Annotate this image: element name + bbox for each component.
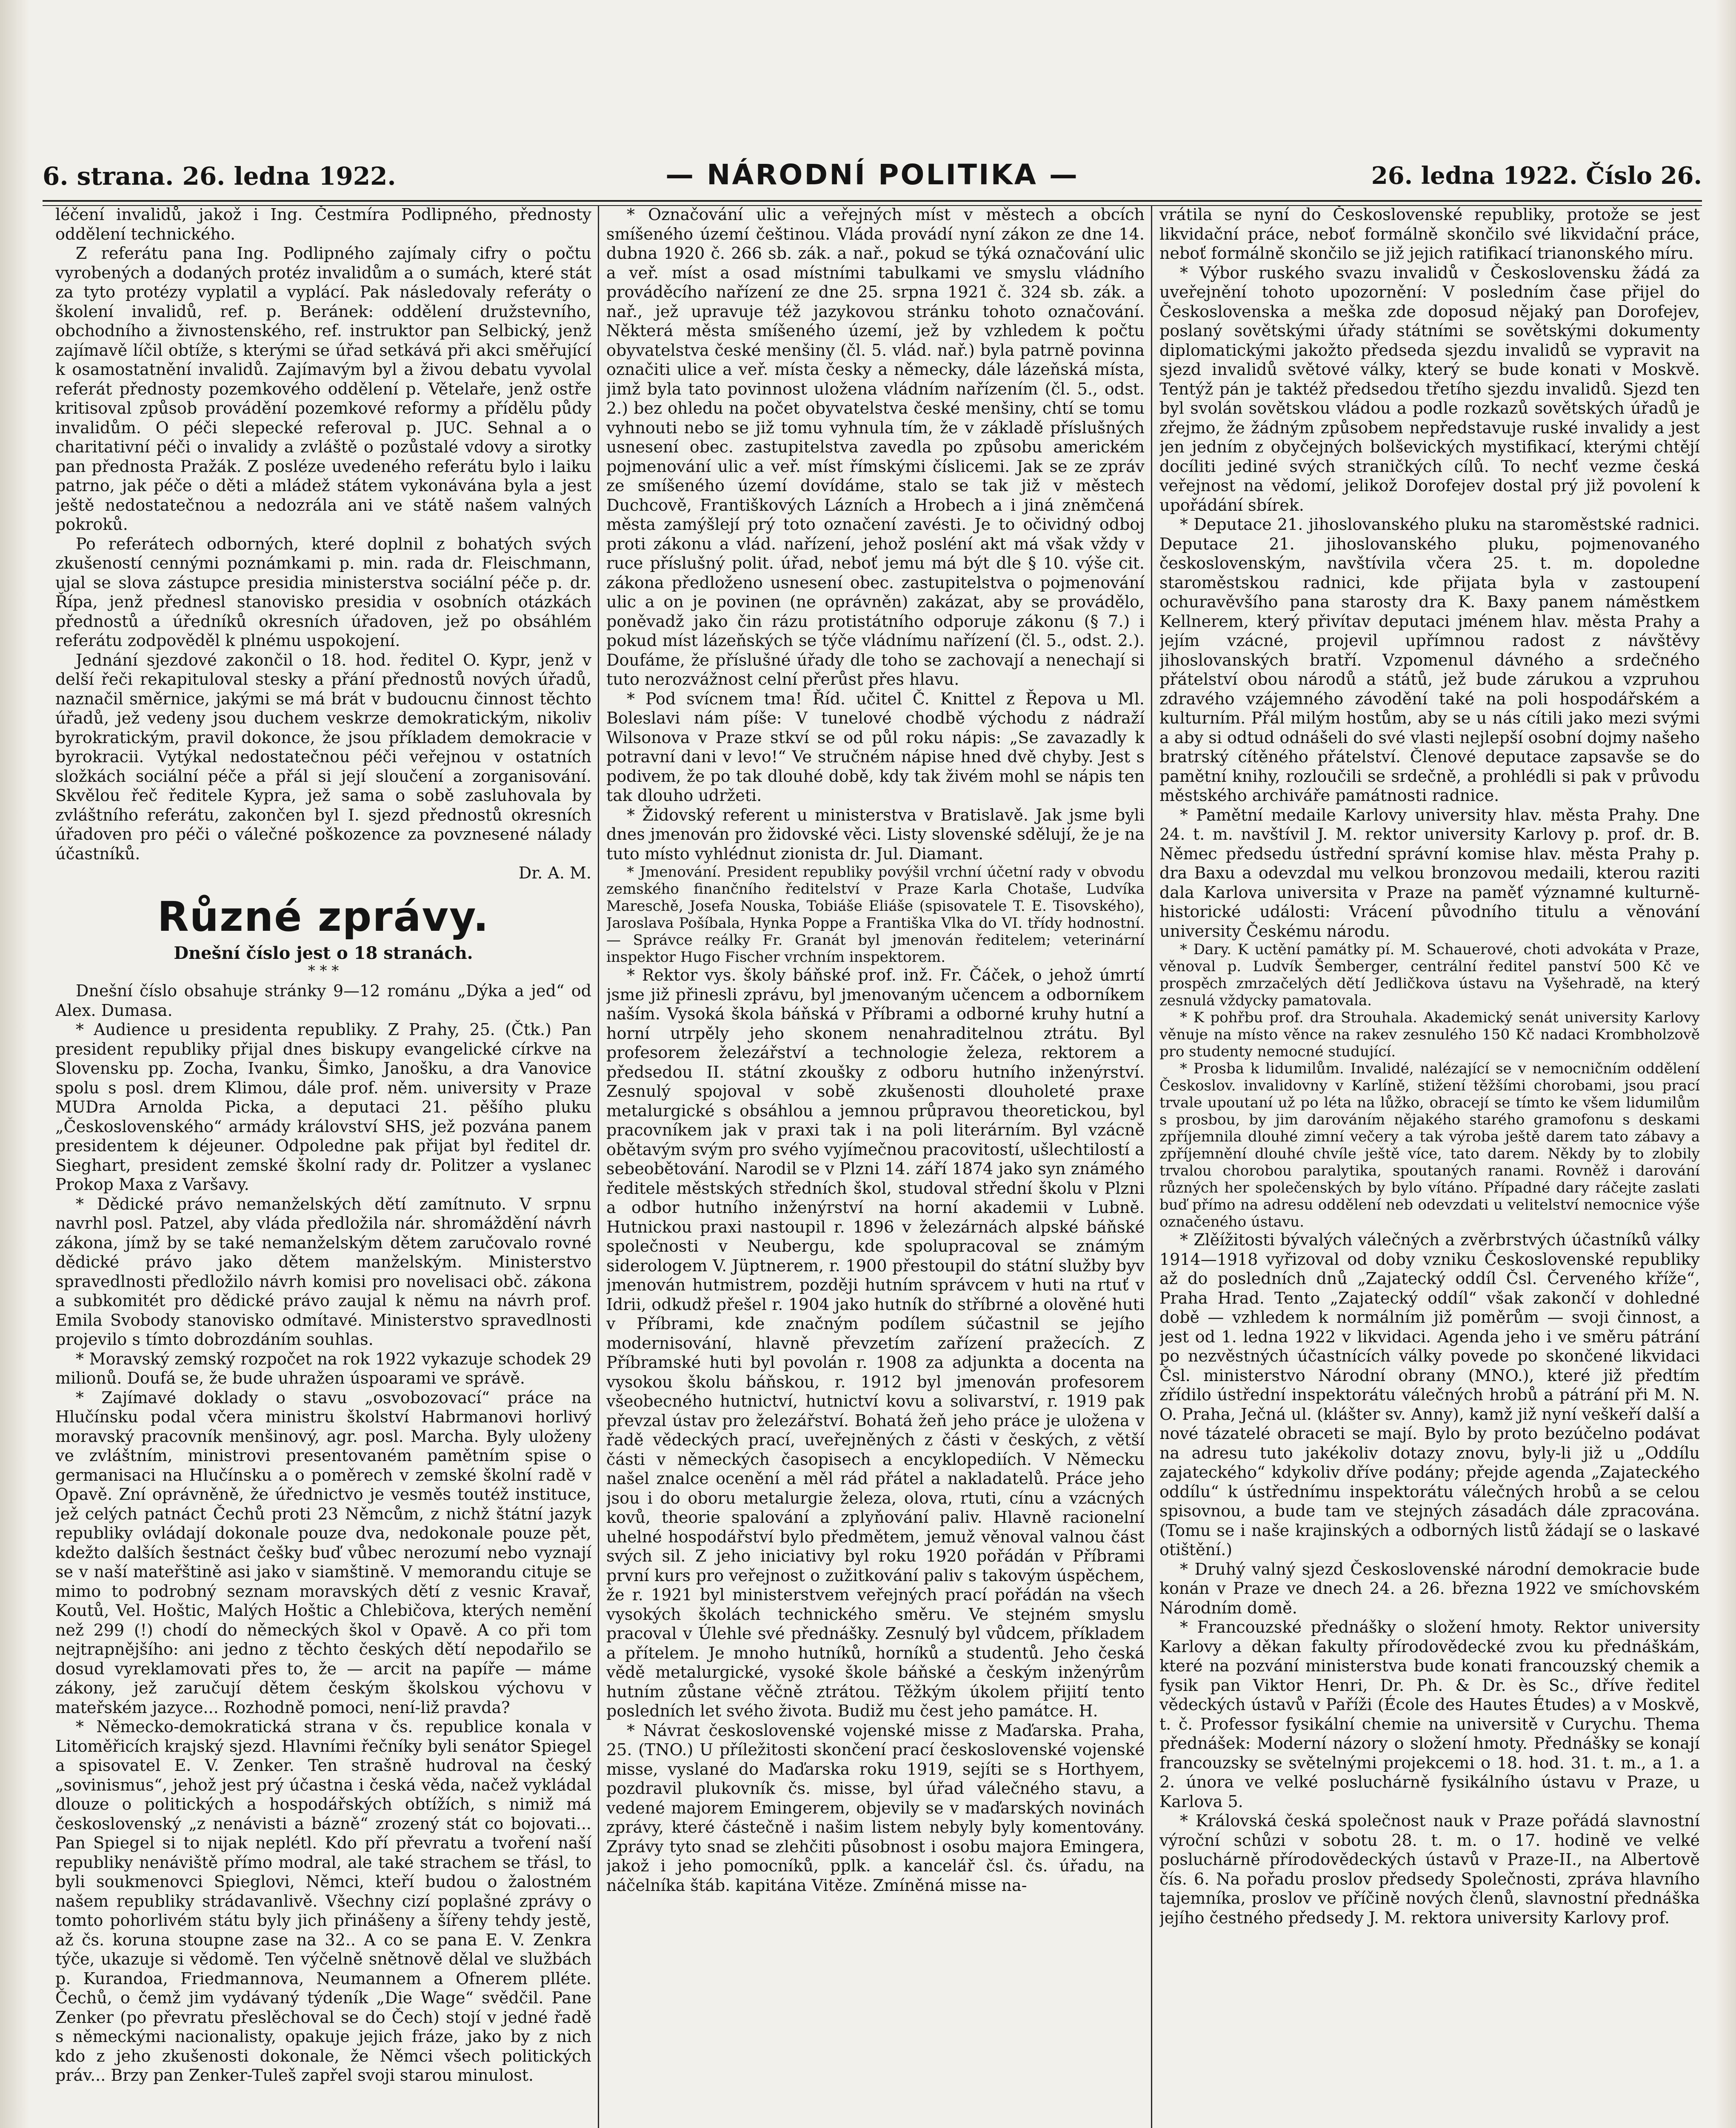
column-1 xyxy=(55,205,591,2128)
column-2 xyxy=(606,205,1145,2128)
news-item: * Dědické právo nemanželských dětí zamítnuto. V srpnu navrhl posl. Patzel, aby vláda předložila nár. shromáždění návrh zákona, jímž by se také nemanželským dětem zaručovalo rovné dědické právo jako dětem manželským. Ministerstvo spravedlnosti předložilo návrh komisi pro novelisaci obč. zákona a subkomitét pro dědické právo zaujal k němu na návrh prof. Emila Svobody stanovisko odmítavé. Ministerstvo spravedlnosti projevilo s tímto dobrozdáním souhlas. xyxy=(55,1194,591,1349)
newspaper-title: — NÁRODNÍ POLITIKA — xyxy=(665,158,1079,191)
article-text: Po referátech odborných, které doplnil z bohatých svých zkušeností cennými poznámkami p. min. rada dr. Fleischmann, ujal se slova zástupce presidia ministerstva sociální péče p. dr. Řípa, jenž přednesl stanovisko presidia v osobních otázkách přednostů a úředníků okresních úřadoven, jež po obsáhlém referátu zodpověděl k plnému uspokojení. xyxy=(55,534,591,650)
news-item: * Audience u presidenta republiky. Z Prahy, 25. (Čtk.) Pan president republiky přijal dnes biskupy evangelické církve na Slovensku pp. Zocha, Ivanku, Šimko, Janošku, a dra Vanovice spolu s posl. drem Klimou, dále prof. něm. university v Praze MUDra Arnolda Picka, a deputaci 21. pěšího pluku „Československého“ armády království SHS, jež pozvána panem presidentem k déjeuner. Odpoledne pak přijat byl ředitel dr. Sieghart, president zemské školní rady dr. Politzer a vyslanec Prokop Maxa z Varšavy. xyxy=(55,1020,591,1194)
issue-pages-note: Dnešní číslo jest o 18 stranách. xyxy=(174,943,473,963)
masthead xyxy=(43,153,1702,200)
news-item: * Moravský zemský rozpočet na rok 1922 vykazuje schodek 29 milionů. Doufá se, že bude uhražen úspoarami ve správě. xyxy=(55,1349,591,1387)
news-item: * Zlěížitosti bývalých válečných a zvěrbrstvých účastníků války 1914—1918 vyřizoval od doby vzniku Československé republiky až do posledních dnů „Zajatecký oddíl Čsl. Červeného kříže“, Praha Hrad. Tento „Zajatecký oddíl“ však zakončí v dohledné době — vzhledem k normálním již poměrům — svoji činnost, a jest od 1. ledna 1922 v likvidaci. Agenda jeho i ve směru pátrání po nezvěstných účastnících války povede po skončené likvidaci Čsl. ministerstvo Národní obrany (MNO.), které již předtím zřídilo ústřední inspektorátu válečných hrobů a pátrání při M. N. O. Praha, Ječná ul. (klášter sv. Anny), kamž již nyní veškeří další a nové tázatelé obraceti se mají. Bylo by proto bezúčelno podávat na adresu tuto jakékoliv dotazy znovu, byly-li již u „Oddílu zajateckého“ kdykoliv dříve podány; přejde agenda „Zajateckého oddílu“ k ústřednímu inspektorátu válečných hrobů a se celou spisovnou, a bude tam ve stejných zásadách dále zpracována. (Tomu se i naše krajinských a odborných listů žádají se o laskavé otištění.) xyxy=(1159,1230,1700,1559)
news-item: * Označování ulic a veřejných míst v městech a obcích smíšeného území češtinou. Vláda provádí nyní zákon ze dne 14. dubna 1920 č. 266 sb. zák. a nař., pokud se týká označování ulic a veř. míst a osad místními tabulkami ve smyslu vládního prováděcího nařízení ze dne 25. srpna 1921 č. 324 sb. zák. a nař., jež upravuje též jazykovou stránku tohoto označování. Některá města smíšeného území, jež by vzhledem k počtu obyvatelstva české menšiny (čl. 5. vlád. nař.) byla patrně povinna označiti ulice a veř. místa česky a německy, dále lázeňská místa, jimž byla tato povinnost uložena vládním nařízením (čl. 5., odst. 2.) bez ohledu na počet obyvatelstva české menšiny, chtí se tomu vyhnouti nebo se již tomu vyhnula tím, že v základě příslušných usnesení obec. zastupitelstva zavedla po způsobu americkém pojmenování ulic a veř. míst římskými číslicemi. Jak se ze zpráv ze smíšeného území dovídáme, stalo se tak již v městech Duchcově, Františkových Lázních a Hrobech a i jiná zněmčená města zamýšlejí prý toto označení zavésti. Je to očividný odboj proti zákonu a vlád. nařízení, jehož posléní akt má však vždy v ruce příslušný polit. úřad, neboť jemu má být dle § 10. výše cit. zákona předloženo usnesení obec. zastupitelstva o pojmenování ulic a on je povinen (ne oprávněn) zakázat, aby se provádělo, poněvadž jako čin rázu protistátního odporuje zákonu (§ 7.) i pokud míst lázeňských se týče vládnímu nařízení (čl. 5., odst. 2.). Doufáme, že příslušné úřady dle toho se zachovají a nenechají si tuto nerozvážnost celní přerůst přes hlavu. xyxy=(606,205,1145,689)
news-item: * Pod svícnem tma! Říd. učitel Č. Knittel z Řepova u Ml. Boleslavi nám píše: V tunelové chodbě východu z nádraží Wilsonova v Praze stkví se od půl roku nápis: „Se zavazadly k potravní dani v levo!“ Ve stručném nápise hned dvě chyby. Jest s podivem, že po tak dlouhé době, kdy tak živém mohl se nápis ten tak dlouho udržeti. xyxy=(606,689,1145,805)
news-item: * Německo-demokratická strana v čs. republice konala v Litoměřicích krajský sjezd. Hlavními řečníky byli senátor Spiegel a spisovatel E. V. Zenker. Ten strašně hudroval na český „sovinismus“, jehož jest prý účastna i česká věda, načež vykládal dlouze o politických a hospodářských obtížích, s nimiž má československý „z nenávisti a bázně“ zrozený stát co bojovati... Pan Spiegel si to nijak neplétl. Kdo pří převratu a tvoření naší republiky nenáviště přímo modral, ale také strachem se třásl, to byli soukmenovci Spieglovi, Němci, kteří budou o žalostném našem republiky strádavanlivě. Všechny cizí poplašné zprávy o tomto pohorlivém státu byly jich přinášeny a šířeny tehdy jestě, až čs. koruna stoupne zase na 32.. A co se pana E. V. Zenkra týče, ukazuje si vědomě. Ten výčelně snětnově dělal ve službách p. Kurandoa, Friedmannova, Neumannem a Ofnerem plléte. Čechů, o čemž jim vydávaný týdeník „Die Wage“ svědčil. Pane Zenker (po převratu přeslěchoval se do Čech) stojí v jedné řadě s německými nacionalisty, opakuje jejich fráze, jako by z nich kdo z jeho zkušenosti dokonale, že Němci všech politických práv... Brzy pan Zenker-Tuleš zapřel svoji starou minulost. xyxy=(55,1717,591,2085)
page-date-left: 6. strana. 26. ledna 1922. xyxy=(43,162,396,191)
news-item: * Druhý valný sjezd Československé národní demokracie bude konán v Praze ve dnech 24. a 26. března 1922 ve smíchovském Národním domě. xyxy=(1159,1559,1700,1617)
section-heading: Různé zprávy. xyxy=(157,892,490,941)
news-item: * Židovský referent u ministerstva v Bratislavě. Jak jsme byli dnes jmenován pro židovské věci. Listy slovenské sdělují, že je na tuto místo vyhlédnut zionista dr. Jul. Diamant. xyxy=(606,805,1145,863)
news-item: * Rektor vys. školy báňské prof. inž. Fr. Čáček, o jehož úmrtí jsme již přinesli zprávu, byl jmenovaným učencem a odborníkem naším. Vysoká škola báňská v Příbrami a odborné kruhy hutní a horní utrpěly jeho skonem nenahraditelnou ztrátu. Byl profesorem železářství a technologie železa, rektorem a předsedou II. státní zkoušky z odboru hutního inženýrství. Zesnulý spojoval v sobě zkušenosti dlouholeté praxe metalurgické s obsáhlou a jemnou průpravou theoretickou, byl pracovníkem jak v praxi tak i na poli literárním. Byl vzácně obětavým svým pro svého vyjímečnou pracovitostí, ušlechtilostí a sebeobětování. Narodil se v Plzni 14. září 1874 jako syn známého ředitele městských středních škol, studoval střední školu v Plzni a odbor hutního inženýrství na horní akademii v Lubně. Hutnickou praxi nastoupil r. 1896 v železárnách alpské báňské společnosti v Neubergu, kde spolupracoval se známým siderologem V. Jüptnerem, r. 1900 přestoupil do státní služby byv jmenován hutmistrem, později hutním správcem v huti na rtuť v Idrii, odkudž přešel r. 1904 jako hutník do stříbrné a olověné huti v Příbrami, kde značným podílem súčastnil se jejího modernisování, hlavně převzetím zařízení pražecích. Z Příbramské huti byl povolán r. 1908 za adjunkta a docenta na vysokou školu báňskou, r. 1912 byl jmenován profesorem všeobecného hutnictví, hutnictví kovu a solivarství, r. 1919 pak převzal ústav pro železářství. Bohatá žeň jeho práce je uložena v řadě vědeckých prací, uveřejněných z části v českých, z větší části v německých časopisech a encyklopediích. V Německu našel znalce ocenění a měl rád přátel a nakladatelů. Práce jeho jsou i do oboru metalurgie železa, olova, rtuti, cínu a vzácných kovů, theorie spalování a zplyňování paliv. Hlavně racionelní uhelné hospodářství bylo předmětem, jemuž věnoval valnou část svých sil. Z jeho iniciativy byl roku 1920 pořádán v Příbrami první kurs pro veřejnost o zužitkování paliv s takovým úspěchem, že r. 1921 byl ministerstvem veřejných prací pořádán na všech vysokých školách technického směru. Ve stejném smyslu pracoval v Úlehle své přednášky. Zesnulý byl vůdcem, příkladem a přítelem. Je mnoho hutníků, horníků a studentů. Jeho česká vědě metalurgické, vysoké škole báňské a českým inženýrům hutním zůstane věčně ztrátou. Těžkým úkolem přijití tento posledních let svého života. Budiž mu čest jeho památce. H. xyxy=(606,966,1145,1720)
author-signature: Dr. A. M. xyxy=(518,864,591,882)
article-text: léčení invalidů, jakož i Ing. Čestmíra Podlipného, přednosty oddělení technického. xyxy=(55,205,591,243)
column-3 xyxy=(1159,205,1700,2128)
news-item: * Výbor ruského svazu invalidů v Československu žádá za uveřejnění tohoto upozornění: V posledním čase přijel do Československa a meška zde doposud nějaký pan Dorofejev, poslaný sovětskými úřady státními se sovětskými dokumenty diplomatickými jakožto předseda sjezdu invalidů se vypravit na sjezd invalidů světové války, který se bude konati v Moskvě. Tentýž pán je taktéž předsedou třetího sjezdu invalidů. Sjezd ten byl svolán sovětskou vládou a podle rozkazů sovětských úřadů je zřejmo, že žádným způsobem nepředstavuje ruské invalidy a jest jen jedním z obyčejných bolševických mystifikací, kterými chtějí docíliti jediné svých straničkých cílů. To nechť vezme česká veřejnost na vědomí, jelikož Dorofejev dostal prý již povolení k upořádání sbírek. xyxy=(1159,263,1700,515)
column-divider-1 xyxy=(598,205,599,2128)
news-item: * Královská česká společnost nauk v Praze pořádá slavnostní výroční schůzi v sobotu 28. t. m. o 17. hodině ve velké posluchárně přírodovědeckých ústavů v Praze-II., na Albertově čís. 6. Na pořadu proslov předsedy Společnosti, zpráva hlavního tajemníka, proslov ve příčině nových členů, slavnostní přednáška jejího čestného předsedy J. M. rektora university Karlovy prof. xyxy=(1159,1811,1700,1927)
news-item: * Francouzské přednášky o složení hmoty. Rektor university Karlovy a děkan fakulty přírodovědecké zvou ku přednáškám, které na pozvání ministerstva bude konati francouzský chemik a fysik pan Viktor Henri, Dr. Ph. & Dr. ès Sc., dříve ředitel vědeckých ústavů v Paříži (École des Hautes Études) a v Moskvě, t. č. Professor fysikální chemie na universitě v Curychu. Thema přednášek: Moderní názory o složení hmoty. Přednášky se konají francouzsky se světelnými projekcemi o 18. hod. 31. t. m., a 1. a 2. února ve velké posluchárně fysikálního ústavu v Praze, u Karlova 5. xyxy=(1159,1618,1700,1811)
news-item: * Jmenování. President republiky povýšil vrchní účetní rady v obvodu zemského finančního ředitelství v Praze Karla Chotaše, Ludvíka Mareschě, Josefa Nouska, Tobiáše Eliáše (spisovatele T. E. Tisovského), Jaroslava Pošíbala, Hynka Poppe a Františka Vlka do VI. třídy hodnostní. — Správce reálky Fr. Granát byl jmenován ředitelem; veterinární inspektor Hugo Fischer vrchním inspektorem. xyxy=(606,864,1145,966)
news-item: * Prosba k lidumilům. Invalidé, nalézající se v nemocničním oddělení Českoslov. invalidovny v Karlíně, stižení těžšími chorobami, jsou prací trvale upoutaní už po léta na lůžko, obracejí se tímto ke všem lidumilům s prosbou, by jim darováním nějakého starého gramofonu s deskami zpříjemnila dlouhé zimní večery a tak výroba ještě darem tato zábavy a zpříjemnění dlouhé chvíle ještě více, tato darem. Někdy by to zlobily trvalou chorobou paralytika, spoutaných ranami. Rovněž i darování různých her společenských by bylo vítáno. Případné dary ráčejte zaslati buď přímo na adresu oddělení neb odevzdati u velitelství nemocnice výše označeného ústavu. xyxy=(1159,1060,1700,1230)
page-date-right: 26. ledna 1922. Číslo 26. xyxy=(1371,162,1702,190)
news-item: * Deputace 21. jihoslovanského pluku na staroměstské radnici. Deputace 21. jihoslovanského pluku, pojmenovaného československým, navštívila včera 25. t. m. dopoledne staroměstskou radnici, kde přijata byla v zastoupení ochuravěvšího pana starosty dra K. Baxy panem náměstkem Kellnerem, který přivítav deputaci jménem hlav. města Prahy a jejím vzácné, projevil upřímnou radost z návštěvy jihoslovanských bratří. Vzpomenul dávného a srdečného přátelství obou národů a států, jež bude zárukou a vzpruhou zdravého vzájemného závodění také na poli hospodářském a kulturním. Přál milým hostům, aby se u nás cítili jako mezi svými a aby si odtud odnášeli do své vlasti nejlepší osobní dojmy našeho bratrský cítěného přátelství. Členové deputace zapsavše se do pamětní knihy, rozloučili se srdečně, a prohlédli si pak v průvodu městského archiváře památnosti radnice. xyxy=(1159,515,1700,805)
article-text: Z referátu pana Ing. Podlipného zajímaly cifry o počtu vyrobených a dodaných protéz invalidům a o sumách, které stát za tyto protézy vyplatil a vyplácí. Pak následovaly referáty o školení invalidů, ref. p. Beránek: oddělení družstevního, obchodního a živnostenského, ref. instruktor pan Selbický, jenž zajímavě líčil obtíže, s kterými se úřad setkává při akci směřující k osamostatnění invalidů. Zajímavým byl a živou debatu vyvolal referát přednosty pozemkového oddělení p. Větelaře, jenž ostře kritisoval způsob provádění pozemkové reformy a přídělu půdy invalidům. O péči slepecké referoval p. JUC. Sehnal a o charitativní péči o invalidy a zvláště o pozůstalé vdovy a sirotky pan přednosta Pražák. Z posléze uvedeného referátu bylo i laiku patrno, jak péče o děti a mládež státem vykonávána byla a jest ještě nedostatečnou a nedozrála ani ve státě našem valných pokroků. xyxy=(55,244,591,534)
news-item: * Pamětní medaile Karlovy university hlav. města Prahy. Dne 24. t. m. navštívil J. M. rektor university Karlovy p. prof. dr. B. Němec předsedu ústřední správní komise hlav. města Prahy p. dra Baxu a odevzdal mu velkou bronzovou medaili, kterou raziti dala Karlova universita v Praze na paměť významné kulturně-historické události: Vrácení původního titulu a věnování university Českému národu. xyxy=(1159,805,1700,941)
news-item: * Zajímavé doklady o stavu „osvobozovací“ práce na Hlučínsku podal včera ministru školství Habrmanovi horlivý moravský pracovník menšinový, agr. posl. Marcha. Byly uloženy ve zvláštním, ministrovi presentovaném pamětním spise o germanisaci na Hlučínsku a o poměrech v zemské školní radě v Opavě. Zní oprávněně, že úřednictvo je vesměs toutéž instituce, jež celých patnáct Čechů proti 23 Němcům, z nichž štátní jazyk republiky ovládají dokonale pouze dva, nedokonale pouze pět, kdežto dalších šestnáct češky buď vůbec nerozumí nebo vyznají se v naší mateřštině asi jako v siamštině. V memorandu cituje se mimo to podrobný seznam moravských dětí z vesnic Kravař, Koutů, Vel. Hoštic, Malých Hoštic a Chlebičova, kterých nemění než 299 (!) chodí do německých škol v Opavě. A co při tom nejtrapnějšího: ani jedno z těchto českých dětí nepodařilo se dosud vyreklamovati přes to, že — arcit na papíře — máme zákony, jež zaručují dětem českým školskou výchovu v mateřském jazyce... Rozhodně pomoci, není-liž pravda? xyxy=(55,1388,591,1717)
news-item: * Návrat československé vojenské misse z Maďarska. Praha, 25. (TNO.) U příležitosti skončení prací československé vojenské misse, vyslané do Maďarska roku 1919, sejíti se s Horthyem, pozdravil plukovník čs. misse, byl úřad válečného stavu, a vedené majorem Emingerem, objevily se v maďarských novinách zprávy, které částečně i našim listem nebyly byly komentovány. Zprávy tyto snad se zlehčiti působnost i osobu majora Emingera, jakož i jeho pomocníků, pplk. a kancelář čsl. čs. úřadu, na náčelníka štáb. kapitána Vitěze. Zmíněná misse na- xyxy=(606,1721,1145,1895)
news-item: * K pohřbu prof. dra Strouhala. Akademický senát university Karlovy věnuje na místo věnce na rakev zesnulého 150 Kč nadaci Krombholzově pro studenty nemocné studující. xyxy=(1159,1009,1700,1060)
column-divider-2 xyxy=(1151,205,1152,2128)
news-item: * Dary. K uctění památky pí. M. Schauerové, choti advokáta v Praze, věnoval p. Ludvík Šemberger, centrální ředitel panství 500 Kč ve prospěch zmrzačelých dětí Jedličkova ústavu na Vyšehradě, na který zesnulá vždycky pamatovala. xyxy=(1159,941,1700,1009)
news-item: Dnešní číslo obsahuje stránky 9—12 románu „Dýka a jed“ od Alex. Dumasa. xyxy=(55,981,591,1020)
separator-stars: * * * xyxy=(308,962,339,979)
news-item: vrátila se nyní do Československé republiky, protože se jest likvidační práce, neboť formálně skončilo své likvidační práce, neboť formálně skončilo se již jejich ratifikací trianonského míru. xyxy=(1159,205,1700,263)
article-text: Jednání sjezdové zakončil o 18. hod. ředitel O. Kypr, jenž v delší řeči rekapituloval stesky a přání přednostů nových úřadů, naznačil směrnice, jakými se má brát v budoucnu činnost těchto úřadů, jež vedeny jsou duchem veskrze demokratickým, nikoliv byrokratickým, pravil dokonce, že jsou příkladem demokracie v byrokracii. Vytýkal nedostatečnou péči veřejnou v ostatních složkách sociální péče a přál si její sloučení a zorganisování. Skvělou řeč ředitele Kypra, jež sama o sobě zasluhovala by zvláštního referátu, zakončen byl I. sjezd přednostů okresních úřadoven pro péči o válečné poškozence za povznesené nálady účastníků. xyxy=(55,650,591,863)
